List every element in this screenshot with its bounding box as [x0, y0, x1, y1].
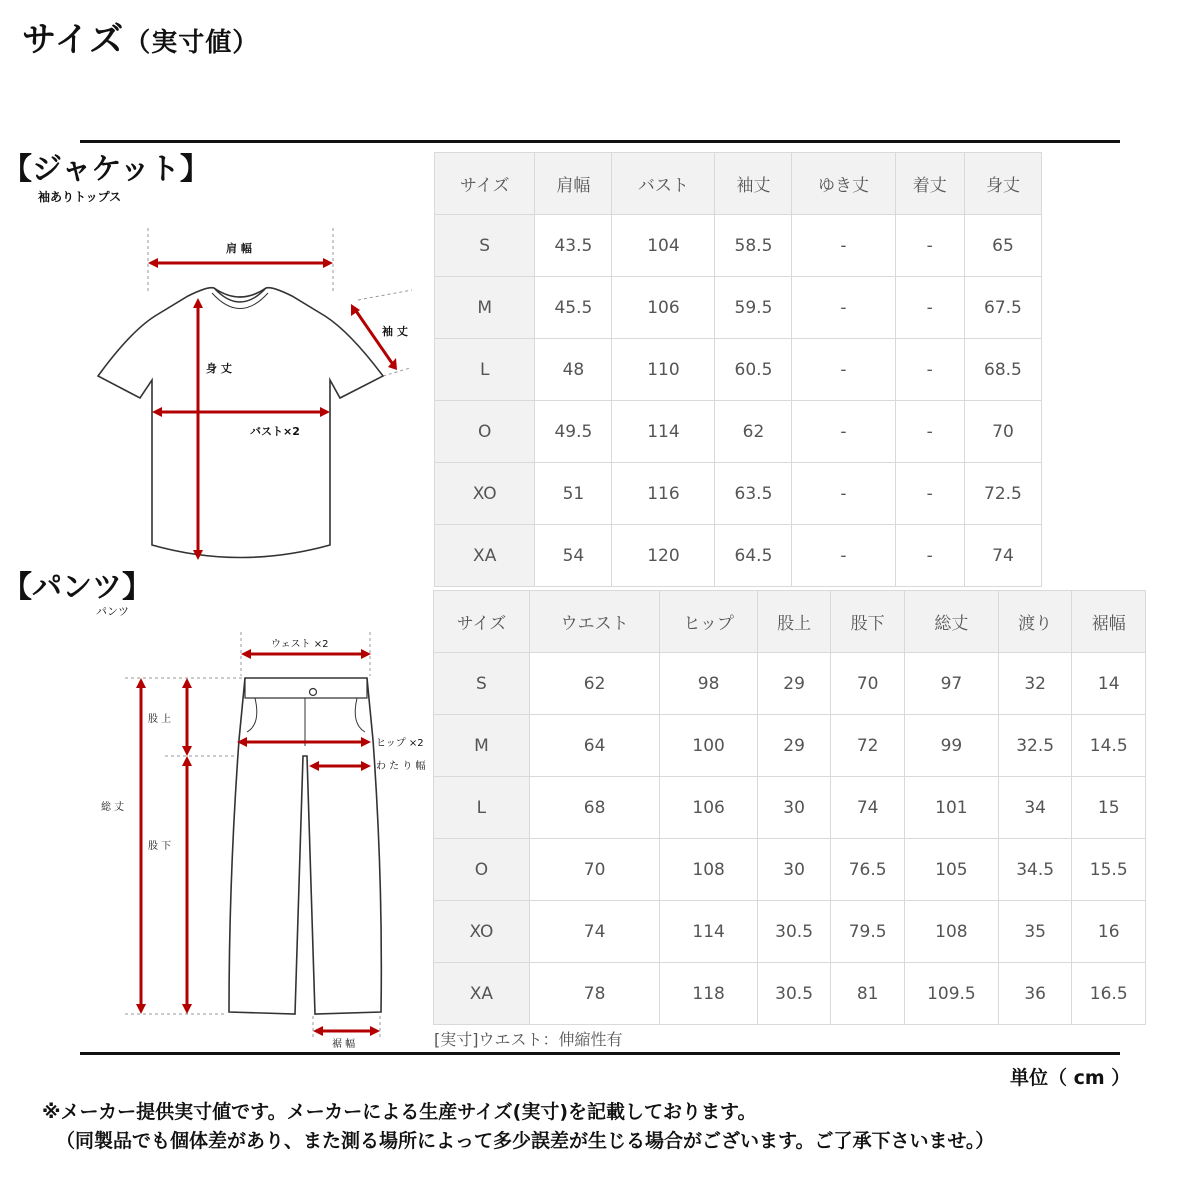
- header-cell: 袖丈: [715, 153, 792, 215]
- jacket-section-subtitle: 袖ありトップス: [38, 190, 122, 204]
- label-length: 身 丈: [206, 362, 232, 375]
- value-cell: 110: [612, 339, 715, 401]
- value-cell: -: [895, 525, 964, 587]
- value-cell: 114: [660, 901, 757, 963]
- value-cell: 70: [831, 653, 905, 715]
- value-cell: 70: [529, 839, 660, 901]
- value-cell: 104: [612, 215, 715, 277]
- size-cell: M: [434, 715, 530, 777]
- jacket-size-table: [434, 152, 1042, 587]
- size-cell: XO: [434, 901, 530, 963]
- value-cell: -: [895, 215, 964, 277]
- label-inseam: 股 下: [148, 841, 172, 852]
- value-cell: 70: [964, 401, 1041, 463]
- table-row: [435, 525, 1042, 587]
- value-cell: 76.5: [831, 839, 905, 901]
- page-title: [22, 12, 259, 61]
- value-cell: 106: [612, 277, 715, 339]
- value-cell: 32.5: [998, 715, 1072, 777]
- header-cell: 肩幅: [535, 153, 612, 215]
- value-cell: -: [792, 339, 895, 401]
- value-cell: 114: [612, 401, 715, 463]
- table-row: [434, 901, 1146, 963]
- value-cell: 108: [660, 839, 757, 901]
- header-cell: 総丈: [904, 591, 998, 653]
- table-header-row: [435, 153, 1042, 215]
- page-title-sub: （実寸値）: [124, 28, 260, 58]
- header-cell: バスト: [612, 153, 715, 215]
- header-cell: 裾幅: [1072, 591, 1146, 653]
- value-cell: 15.5: [1072, 839, 1146, 901]
- value-cell: 65: [964, 215, 1041, 277]
- table-row: [435, 277, 1042, 339]
- value-cell: 48: [535, 339, 612, 401]
- table-row: [434, 715, 1146, 777]
- pants-note: [実寸]ウエスト：伸縮性有: [434, 1030, 623, 1049]
- label-hem: 裾 幅: [332, 1039, 356, 1050]
- size-cell: XO: [435, 463, 535, 525]
- label-rise: 股 上: [148, 714, 172, 725]
- value-cell: -: [792, 525, 895, 587]
- value-cell: 15: [1072, 777, 1146, 839]
- footnote-1: ※メーカー提供実寸値です。メーカーによる生産サイズ(実寸)を記載しております。: [42, 1101, 757, 1123]
- value-cell: 54: [535, 525, 612, 587]
- value-cell: 43.5: [535, 215, 612, 277]
- value-cell: 62: [715, 401, 792, 463]
- value-cell: 67.5: [964, 277, 1041, 339]
- size-cell: O: [434, 839, 530, 901]
- header-cell: 股上: [757, 591, 831, 653]
- value-cell: 72: [831, 715, 905, 777]
- value-cell: 35: [998, 901, 1072, 963]
- header-cell: ウエスト: [529, 591, 660, 653]
- header-cell: サイズ: [435, 153, 535, 215]
- value-cell: 60.5: [715, 339, 792, 401]
- value-cell: 101: [904, 777, 998, 839]
- header-cell: 身丈: [964, 153, 1041, 215]
- value-cell: 98: [660, 653, 757, 715]
- label-sleeve: 袖 丈: [382, 325, 408, 338]
- value-cell: 16: [1072, 901, 1146, 963]
- header-cell: 渡り: [998, 591, 1072, 653]
- value-cell: 63.5: [715, 463, 792, 525]
- value-cell: 108: [904, 901, 998, 963]
- value-cell: -: [895, 401, 964, 463]
- size-cell: L: [434, 777, 530, 839]
- pants-size-table: [433, 590, 1146, 1025]
- pants-diagram: [95, 628, 435, 1053]
- value-cell: 79.5: [831, 901, 905, 963]
- header-cell: 股下: [831, 591, 905, 653]
- value-cell: -: [792, 463, 895, 525]
- header-cell: 着丈: [895, 153, 964, 215]
- pants-section-subtitle: パンツ: [96, 605, 129, 618]
- value-cell: 68: [529, 777, 660, 839]
- value-cell: 118: [660, 963, 757, 1025]
- value-cell: 30.5: [757, 901, 831, 963]
- value-cell: 106: [660, 777, 757, 839]
- table-row: [435, 215, 1042, 277]
- value-cell: 109.5: [904, 963, 998, 1025]
- size-cell: L: [435, 339, 535, 401]
- value-cell: 58.5: [715, 215, 792, 277]
- value-cell: 29: [757, 715, 831, 777]
- value-cell: 45.5: [535, 277, 612, 339]
- value-cell: 14.5: [1072, 715, 1146, 777]
- jacket-section-title: 【ジャケット】: [2, 152, 210, 187]
- label-total: 総 丈: [101, 802, 125, 813]
- size-cell: S: [434, 653, 530, 715]
- value-cell: -: [895, 463, 964, 525]
- value-cell: -: [792, 277, 895, 339]
- value-cell: 34.5: [998, 839, 1072, 901]
- value-cell: 74: [529, 901, 660, 963]
- header-cell: ヒップ: [660, 591, 757, 653]
- value-cell: 51: [535, 463, 612, 525]
- table-row: [434, 653, 1146, 715]
- value-cell: 30.5: [757, 963, 831, 1025]
- value-cell: 59.5: [715, 277, 792, 339]
- value-cell: -: [895, 277, 964, 339]
- table-row: [434, 839, 1146, 901]
- size-cell: O: [435, 401, 535, 463]
- value-cell: 32: [998, 653, 1072, 715]
- header-cell: サイズ: [434, 591, 530, 653]
- table-row: [435, 463, 1042, 525]
- bottom-divider: [80, 1052, 1120, 1055]
- pants-section-title: 【パンツ】: [2, 570, 152, 605]
- tshirt-outline: [98, 288, 383, 558]
- unit-label: 単位（ cm ）: [1010, 1067, 1131, 1089]
- size-cell: M: [435, 277, 535, 339]
- value-cell: 64: [529, 715, 660, 777]
- size-cell: S: [435, 215, 535, 277]
- value-cell: 62: [529, 653, 660, 715]
- value-cell: 74: [831, 777, 905, 839]
- label-thigh: わ た り 幅: [376, 761, 426, 772]
- table-header-row: [434, 591, 1146, 653]
- value-cell: 81: [831, 963, 905, 1025]
- value-cell: 74: [964, 525, 1041, 587]
- value-cell: 49.5: [535, 401, 612, 463]
- value-cell: 100: [660, 715, 757, 777]
- value-cell: 72.5: [964, 463, 1041, 525]
- value-cell: 105: [904, 839, 998, 901]
- value-cell: 29: [757, 653, 831, 715]
- size-cell: XA: [434, 963, 530, 1025]
- value-cell: 30: [757, 777, 831, 839]
- page-title-main: サイズ: [22, 20, 125, 60]
- footnote-2: （同製品でも個体差があり、また測る場所によって多少誤差が生じる場合がございます。ご了承下さいませ。）: [56, 1130, 995, 1152]
- jacket-diagram: [90, 220, 430, 570]
- value-cell: 97: [904, 653, 998, 715]
- value-cell: -: [792, 401, 895, 463]
- value-cell: 120: [612, 525, 715, 587]
- value-cell: -: [792, 215, 895, 277]
- label-hip: ヒップ ×2: [376, 738, 424, 749]
- label-bust: バスト×2: [250, 425, 300, 438]
- table-row: [435, 401, 1042, 463]
- value-cell: 34: [998, 777, 1072, 839]
- value-cell: 78: [529, 963, 660, 1025]
- value-cell: 99: [904, 715, 998, 777]
- value-cell: 116: [612, 463, 715, 525]
- value-cell: 68.5: [964, 339, 1041, 401]
- value-cell: 14: [1072, 653, 1146, 715]
- value-cell: 16.5: [1072, 963, 1146, 1025]
- value-cell: 30: [757, 839, 831, 901]
- header-cell: ゆき丈: [792, 153, 895, 215]
- label-waist: ウェスト ×2: [271, 639, 329, 650]
- value-cell: 36: [998, 963, 1072, 1025]
- top-divider: [80, 140, 1120, 143]
- size-cell: XA: [435, 525, 535, 587]
- table-row: [434, 777, 1146, 839]
- value-cell: 64.5: [715, 525, 792, 587]
- label-shoulder: 肩 幅: [226, 242, 252, 255]
- table-row: [434, 963, 1146, 1025]
- value-cell: -: [895, 339, 964, 401]
- table-row: [435, 339, 1042, 401]
